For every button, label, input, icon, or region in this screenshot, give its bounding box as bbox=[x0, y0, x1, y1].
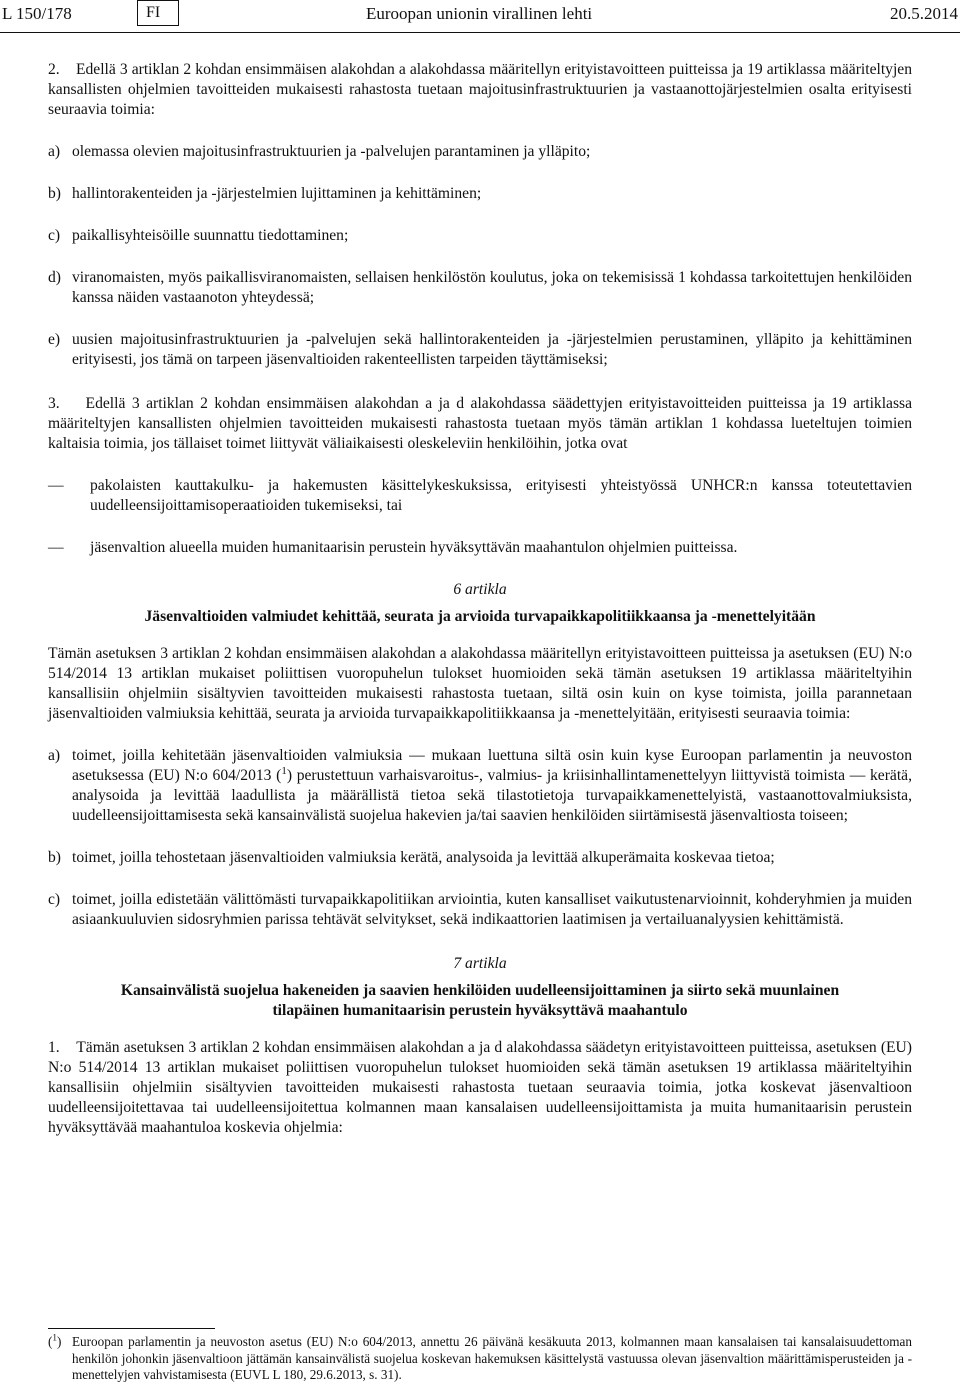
article-7-number: 7 artikla bbox=[453, 955, 507, 972]
article-6-title: Jäsenvaltioiden valmiudet kehittää, seurata ja arvioida turvapaikkapolitiikkaansa ja -menettelyitään bbox=[144, 608, 816, 625]
page-header bbox=[0, 0, 960, 34]
paragraph-number: 2. bbox=[48, 61, 60, 78]
article-7-title-line: Kansainvälistä suojelua hakeneiden ja saavien henkilöiden uudelleensijoittaminen ja siirto sekä muunlainen bbox=[120, 982, 840, 999]
footnote-marker: ($^1$) bbox=[48, 1332, 62, 1349]
document-body bbox=[48, 60, 912, 1138]
language-code-box: FI bbox=[137, 0, 179, 26]
list-item: a) toimet, joilla kehitetään jäsenvaltioiden valmiuksia — mukaan luettuna siltä osin kuin kyse Euroopan parlamentin ja neuvoston asetuksessa (EU) N:o 604/2013 ($^1$) perustettuun varhaisvaroitus-, valmius- ja kriisinhallintamenettelyyn liittyvistä toimista — kerätä, analysoida ja levittää laadullista ja määrällistä tietoa sekä tilastotietoja turvapaikkamenettelyistä, vastaanottovalmiuksista, uudelleensijoittamisesta sekä kansainvälistä suojelua hakevien ja/tai saavien henkilöiden siirtämisestä jäsenvaltiosta toiseen; bbox=[48, 747, 912, 824]
paragraph-number: 3. bbox=[48, 395, 60, 412]
header-rule bbox=[0, 32, 960, 33]
dash-item: — jäsenvaltion alueella muiden humanitaarisin perustein hyväksyttävän maahantulon ohjelmien puitteissa. bbox=[48, 539, 738, 556]
list-item: b) toimet, joilla tehostetaan jäsenvaltioiden valmiuksia kerätä, analysoida ja levittää alkuperämaita koskevaa tietoa; bbox=[48, 849, 775, 866]
footnote-reference: 1 bbox=[281, 764, 287, 777]
list-item: b) hallintorakenteiden ja -järjestelmien lujittaminen ja kehittäminen; bbox=[48, 185, 482, 202]
article-7-title bbox=[48, 981, 912, 1021]
paragraph-text: Edellä 3 artiklan 2 kohdan ensimmäisen alakohdan a alakohdassa määritellyn erityistavoitteen puitteissa ja 19 artiklassa määriteltyjen kansallisten ohjelmien tavoitteiden mukaisesti rahastosta tuetaan majoitusinfrastruktuurien ja vastaanottojärjestelmien osalta erityisesti seuraavia toimia: bbox=[48, 61, 913, 118]
list-item: c) toimet, joilla edistetään välittömästi turvapaikkapolitiikan arviointia, kuten kansalliset vaikutustenarvioinnit, kohderyhmien ja muiden asiaankuuluvien sidosryhmien parissa tehtävät selvitykset, sekä indikaattorien laatimisen ja vertailuanalyysien kehittämistä. bbox=[48, 891, 912, 928]
article-6-intro: Tämän asetuksen 3 artiklan 2 kohdan ensimmäisen alakohdan a alakohdassa määritellyn erityistavoitteen puitteissa ja asetuksen (EU) N:o 514/2014 13 artiklan mukaiset poliittisen vuoropuhelun tulokset huomioiden sekä tämän asetuksen 19 artiklassa määriteltyihin kansallisiin ohjelmiin sisältyvien tavoitteiden mukaisesti rahastosta tuetaan, siltä osin kuin on kyse toimista, joilla parannetaan jäsenvaltioiden valmiuksia kehittää, seurata ja arvioida turvapaikkapolitiikkaansa ja -menettelyitään, erityisesti seuraavia toimia: bbox=[48, 645, 912, 722]
list-item: a) olemassa olevien majoitusinfrastruktuurien ja -palvelujen parantaminen ja ylläpito; bbox=[48, 143, 591, 160]
article-7-paragraph-1 bbox=[48, 1038, 912, 1138]
paragraph-3 bbox=[48, 394, 912, 454]
article-6-number: 6 artikla bbox=[453, 581, 507, 598]
paragraph-text: Tämän asetuksen 3 artiklan 2 kohdan ensimmäisen alakohdan a ja d alakohdassa säädetyn erityistavoitteen puitteissa, asetuksen (EU) N:o 514/2014 13 artiklan mukaiset poliittisen vuoropuhelun tulokset huomioiden sekä tämän asetuksen 19 artiklassa määriteltyihin kansallisiin ohjelmiin sisältyvien tavoitteiden mukaisesti rahastosta tuetaan seuraavia toimia, jotka koskevat jäsenvaltioon uudelleensijoitettavaa tai uudelleensijoitettua kolmannen maan kansalaisen uudelleensijoittamista ja muita humanitaarisin perustein hyväksyttävää maahantuloa koskevia ohjelmia: bbox=[48, 1039, 912, 1136]
footnote bbox=[48, 1334, 912, 1384]
list-item: e) uusien majoitusinfrastruktuurien ja -palvelujen sekä hallintorakenteiden ja -järjestelmien perustaminen, ylläpito ja kehittäminen erityisesti, jos tämä on tarpeen jäsenvaltioiden rakenteellisten tarpeiden täyttämiseksi; bbox=[48, 331, 912, 368]
list-item: c) paikallisyhteisöille suunnattu tiedottaminen; bbox=[48, 227, 349, 244]
paragraph-number: 1. bbox=[48, 1039, 60, 1056]
footnote-text: Euroopan parlamentin ja neuvoston asetus (EU) N:o 604/2013, annettu 26 päivänä kesäkuuta 2013, kolmannen maan kansalaisen tai kansalaisuudettoman henkilön johonkin jäsenvaltioon jättämän kansainvälistä suojelua koskevan hakemuksen käsittelystä vastuussa olevan jäsenvaltion määrittämisperusteiden ja -menettelyjen vahvistamisesta (EUVL L 180, 29.6.2013, s. 31). bbox=[72, 1334, 912, 1382]
paragraph-text: Edellä 3 artiklan 2 kohdan ensimmäisen alakohdan a ja d alakohdassa säädettyjen erityistavoitteiden puitteissa ja 19 artiklassa määriteltyjen kansallisten ohjelmien tavoitteiden mukaisesti rahastosta tuetaan myös tämän artiklan 1 kohdassa lueteltujen toimien kaltaisia toimia, jos tällaiset toimet liittyvät väliaikaisesti oleskeleviin henkilöihin, jotka ovat bbox=[48, 395, 913, 452]
paragraph-2 bbox=[48, 60, 912, 120]
list-item: d) viranomaisten, myös paikallisviranomaisten, sellaisen henkilöstön koulutus, joka on tekemisissä 1 kohdassa tarkoitettujen henkilöiden kanssa näiden vastaanoton yhteydessä; bbox=[48, 269, 912, 306]
journal-title: Euroopan unionin virallinen lehti bbox=[366, 4, 593, 23]
page-reference: L 150/178 bbox=[2, 4, 72, 23]
article-7-title-line: tilapäinen humanitaarisin perustein hyväksyttävä maahantulo bbox=[272, 1002, 688, 1019]
footnote-separator bbox=[48, 1328, 215, 1329]
dash-item: — pakolaisten kauttakulku- ja hakemusten käsittelykeskuksissa, erityisesti yhteistyössä UNHCR:n kanssa toteutettavien uudelleensijoittamisoperaatioiden tukemiseksi, tai bbox=[48, 477, 912, 514]
publication-date: 20.5.2014 bbox=[890, 4, 958, 23]
